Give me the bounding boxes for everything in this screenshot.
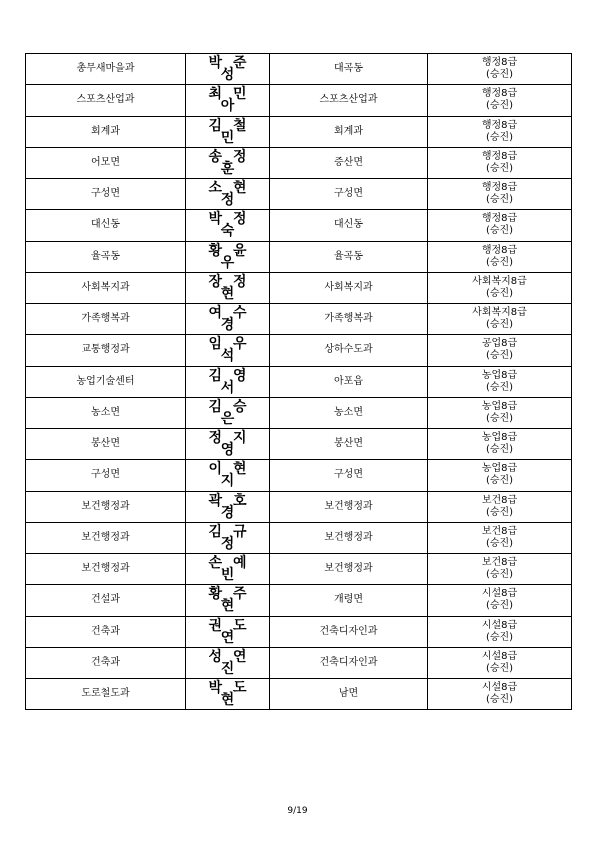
table-row <box>26 491 572 522</box>
grade-label: 농업8급 <box>481 369 518 381</box>
employee-name-cell: 최민아 <box>186 85 270 116</box>
previous-department-cell: 회계과 <box>26 116 186 147</box>
previous-department-cell: 가족행복과 <box>26 304 186 335</box>
new-department-cell: 스포츠산업과 <box>270 85 428 116</box>
new-department-cell: 보건행정과 <box>270 522 428 553</box>
previous-department-cell: 율곡동 <box>26 241 186 272</box>
employee-name-cell: 손예빈 <box>186 554 270 585</box>
previous-department-cell: 어모면 <box>26 147 186 178</box>
grade-label: 행정8급 <box>481 57 518 69</box>
promotion-note: (승진) <box>485 600 514 612</box>
promotion-note: (승진) <box>485 662 514 674</box>
new-department-cell: 상하수도과 <box>270 335 428 366</box>
employee-name-cell: 이현지 <box>186 460 270 491</box>
table-row <box>26 304 572 335</box>
promotion-note: (승진) <box>485 225 514 237</box>
promotion-note: (승진) <box>485 569 514 581</box>
new-department-cell: 건축디자인과 <box>270 647 428 678</box>
grade-cell <box>428 460 572 491</box>
grade-label: 행정8급 <box>481 244 518 256</box>
grade-label: 보건8급 <box>481 557 518 569</box>
previous-department-cell: 보건행정과 <box>26 491 186 522</box>
grade-label: 시설8급 <box>481 619 518 631</box>
grade-label: 시설8급 <box>481 588 518 600</box>
grade-cell <box>428 522 572 553</box>
grade-label: 시설8급 <box>481 650 518 662</box>
table-row <box>26 272 572 303</box>
grade-label: 사회복지8급 <box>472 307 527 319</box>
promotion-note: (승진) <box>485 69 514 81</box>
previous-department-cell: 대신동 <box>26 210 186 241</box>
employee-name-cell: 박정숙 <box>186 210 270 241</box>
grade-label: 농업8급 <box>481 432 518 444</box>
table-row <box>26 679 572 710</box>
new-department-cell: 구성면 <box>270 179 428 210</box>
employee-name-cell: 권도연 <box>186 616 270 647</box>
grade-label: 행정8급 <box>481 119 518 131</box>
grade-cell <box>428 116 572 147</box>
employee-name-cell: 김영서 <box>186 366 270 397</box>
personnel-table-body <box>26 54 572 710</box>
previous-department-cell: 스포츠산업과 <box>26 85 186 116</box>
table-row <box>26 366 572 397</box>
promotion-note: (승진) <box>485 381 514 393</box>
employee-name-cell: 김철민 <box>186 116 270 147</box>
grade-label: 행정8급 <box>481 150 518 162</box>
previous-department-cell: 구성면 <box>26 179 186 210</box>
grade-label: 사회복지8급 <box>472 275 527 287</box>
table-row <box>26 429 572 460</box>
table-row <box>26 460 572 491</box>
promotion-note: (승진) <box>485 631 514 643</box>
previous-department-cell: 교통행정과 <box>26 335 186 366</box>
previous-department-cell: 보건행정과 <box>26 522 186 553</box>
employee-name-cell: 박도현 <box>186 679 270 710</box>
promotion-note: (승진) <box>485 694 514 706</box>
table-row <box>26 616 572 647</box>
table-row <box>26 647 572 678</box>
promotion-note: (승진) <box>485 475 514 487</box>
grade-label: 보건8급 <box>481 525 518 537</box>
new-department-cell: 보건행정과 <box>270 491 428 522</box>
employee-name-cell: 황주현 <box>186 585 270 616</box>
table-row <box>26 585 572 616</box>
table-row <box>26 210 572 241</box>
promotion-note: (승진) <box>485 506 514 518</box>
employee-name-cell: 박준성 <box>186 54 270 85</box>
employee-name-cell: 황윤우 <box>186 241 270 272</box>
new-department-cell: 봉산면 <box>270 429 428 460</box>
grade-label: 시설8급 <box>481 682 518 694</box>
grade-cell <box>428 491 572 522</box>
new-department-cell: 가족행복과 <box>270 304 428 335</box>
new-department-cell: 보건행정과 <box>270 554 428 585</box>
table-row <box>26 147 572 178</box>
promotion-note: (승진) <box>485 256 514 268</box>
previous-department-cell: 농업기술센터 <box>26 366 186 397</box>
grade-label: 농업8급 <box>481 400 518 412</box>
new-department-cell: 회계과 <box>270 116 428 147</box>
page-number: 9/19 <box>287 806 308 816</box>
promotion-note: (승진) <box>485 194 514 206</box>
new-department-cell: 농소면 <box>270 397 428 428</box>
promotion-note: (승진) <box>485 162 514 174</box>
employee-name-cell: 임우석 <box>186 335 270 366</box>
grade-cell <box>428 179 572 210</box>
table-row <box>26 397 572 428</box>
grade-cell <box>428 647 572 678</box>
table-row <box>26 85 572 116</box>
grade-cell <box>428 429 572 460</box>
grade-cell <box>428 554 572 585</box>
previous-department-cell: 보건행정과 <box>26 554 186 585</box>
previous-department-cell: 건축과 <box>26 647 186 678</box>
employee-name-cell: 성연진 <box>186 647 270 678</box>
grade-cell <box>428 679 572 710</box>
promotion-note: (승진) <box>485 350 514 362</box>
grade-label: 보건8급 <box>481 494 518 506</box>
grade-label: 농업8급 <box>481 463 518 475</box>
new-department-cell: 대곡동 <box>270 54 428 85</box>
promotion-note: (승진) <box>485 319 514 331</box>
table-row <box>26 179 572 210</box>
promotion-note: (승진) <box>485 131 514 143</box>
new-department-cell: 건축디자인과 <box>270 616 428 647</box>
employee-name-cell: 김승은 <box>186 397 270 428</box>
employee-name-cell: 장정현 <box>186 272 270 303</box>
grade-cell <box>428 85 572 116</box>
grade-label: 행정8급 <box>481 213 518 225</box>
promotion-note: (승진) <box>485 412 514 424</box>
grade-cell <box>428 272 572 303</box>
grade-label: 행정8급 <box>481 88 518 100</box>
grade-cell <box>428 335 572 366</box>
employee-name-cell: 곽호경 <box>186 491 270 522</box>
employee-name-cell: 여수경 <box>186 304 270 335</box>
grade-cell <box>428 210 572 241</box>
new-department-cell: 개령면 <box>270 585 428 616</box>
grade-cell <box>428 241 572 272</box>
new-department-cell: 율곡동 <box>270 241 428 272</box>
table-row <box>26 241 572 272</box>
promotion-note: (승진) <box>485 444 514 456</box>
previous-department-cell: 건설과 <box>26 585 186 616</box>
previous-department-cell: 구성면 <box>26 460 186 491</box>
employee-name-cell: 김규정 <box>186 522 270 553</box>
previous-department-cell: 사회복지과 <box>26 272 186 303</box>
grade-label: 행정8급 <box>481 182 518 194</box>
previous-department-cell: 도로철도과 <box>26 679 186 710</box>
previous-department-cell: 총무새마을과 <box>26 54 186 85</box>
new-department-cell: 사회복지과 <box>270 272 428 303</box>
grade-cell <box>428 616 572 647</box>
new-department-cell: 대신동 <box>270 210 428 241</box>
table-row <box>26 554 572 585</box>
new-department-cell: 남면 <box>270 679 428 710</box>
new-department-cell: 증산면 <box>270 147 428 178</box>
table-row <box>26 116 572 147</box>
promotion-note: (승진) <box>485 100 514 112</box>
new-department-cell: 아포읍 <box>270 366 428 397</box>
table-row <box>26 54 572 85</box>
grade-cell <box>428 397 572 428</box>
grade-cell <box>428 585 572 616</box>
table-row <box>26 522 572 553</box>
grade-cell <box>428 304 572 335</box>
employee-name-cell: 송정훈 <box>186 147 270 178</box>
grade-cell <box>428 366 572 397</box>
grade-cell <box>428 147 572 178</box>
grade-cell <box>428 54 572 85</box>
previous-department-cell: 봉산면 <box>26 429 186 460</box>
promotion-note: (승진) <box>485 537 514 549</box>
new-department-cell: 구성면 <box>270 460 428 491</box>
personnel-table <box>25 53 572 710</box>
previous-department-cell: 농소면 <box>26 397 186 428</box>
promotion-note: (승진) <box>485 287 514 299</box>
grade-label: 공업8급 <box>481 338 518 350</box>
table-row <box>26 335 572 366</box>
employee-name-cell: 정지영 <box>186 429 270 460</box>
employee-name-cell: 소현정 <box>186 179 270 210</box>
previous-department-cell: 건축과 <box>26 616 186 647</box>
